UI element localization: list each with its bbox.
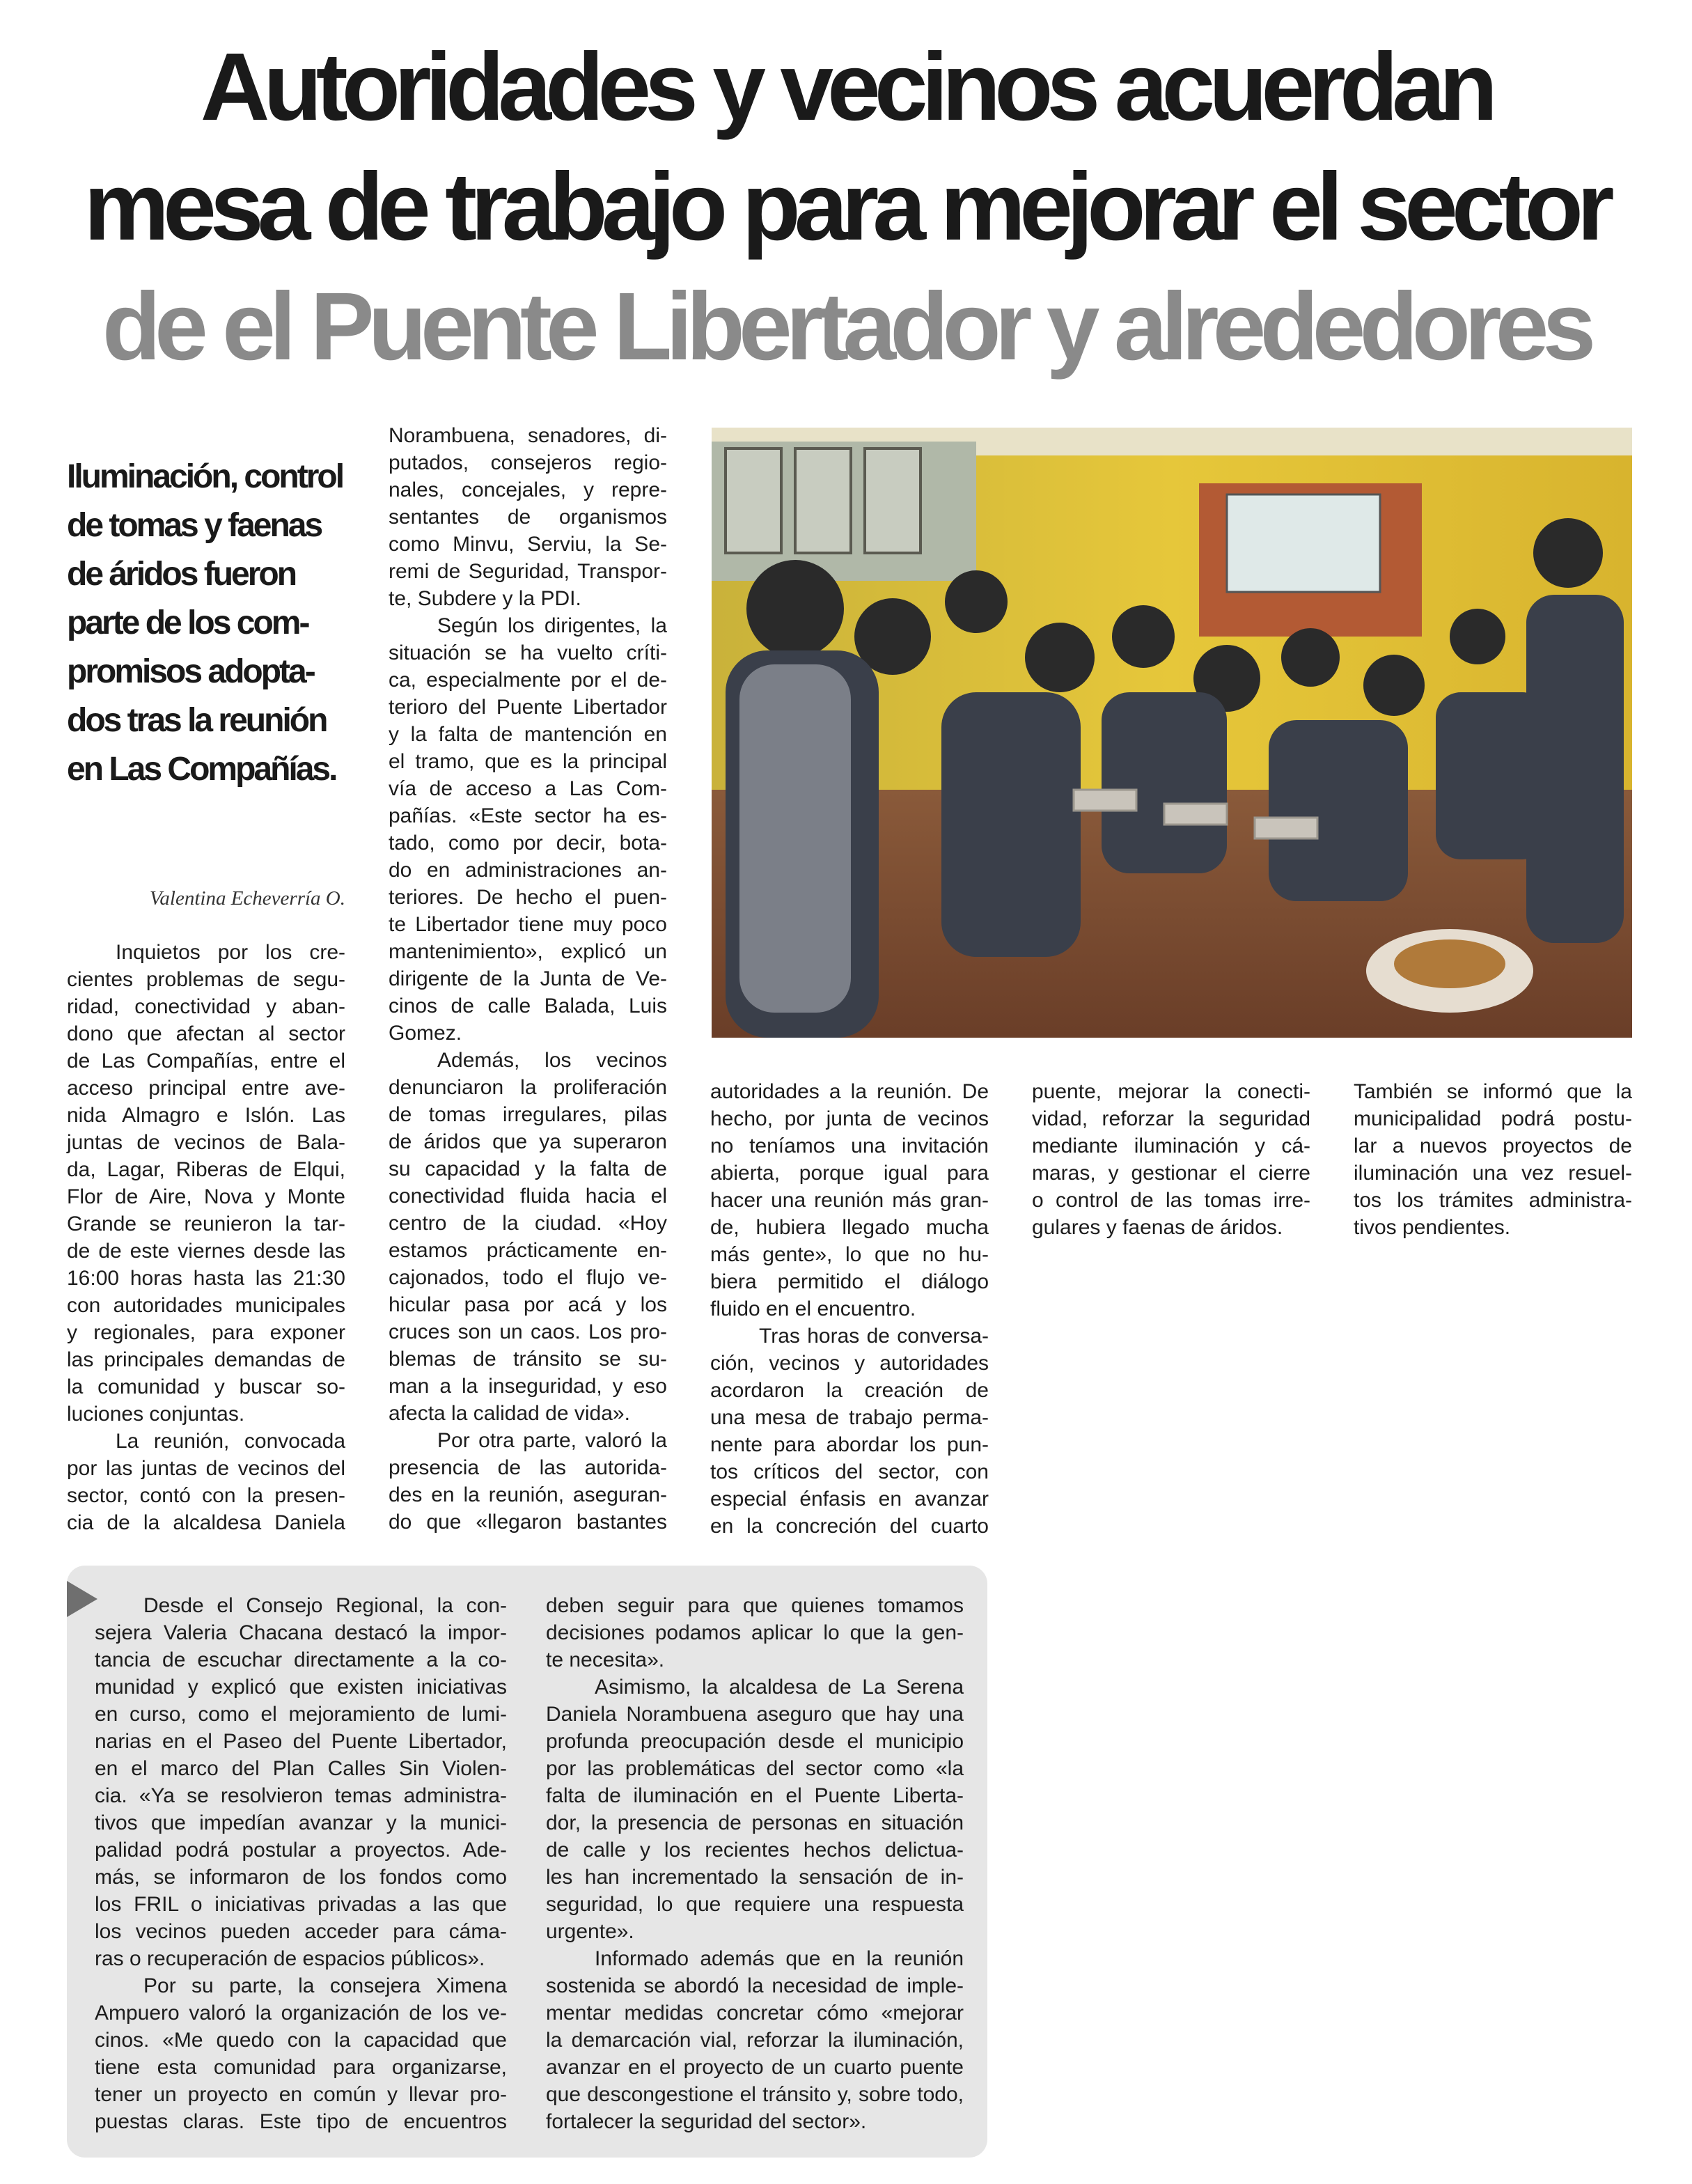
headline-line-3: de el Puente Libertador y alrededores [102,273,1590,380]
text-line: su capacidad y la falta de [389,1157,667,1180]
text-line: ca, especialmente por el de- [389,669,667,692]
text-line: tiene esta comunidad para organizarse, [95,2056,507,2079]
text-line: man a la inseguridad, y eso [389,1375,667,1398]
text-line: les han incrementado la sensación de in- [546,1866,964,1889]
text-line: ción, vecinos y autoridades [710,1352,989,1375]
text-line: y la falta de mantención en [389,723,667,746]
text-line: Asimismo, la alcaldesa de La Serena [595,1676,964,1699]
text-line: no teníamos una invitación [710,1134,989,1157]
byline: Valentina Echeverría O. [149,887,345,910]
text-line: acordaron la creación de [710,1379,989,1402]
text-line: puente, mejorar la conecti- [1032,1080,1310,1103]
text-line: nida Almagro e Islón. Las [67,1104,345,1127]
text-line: decisiones podamos aplicar lo que la gen- [546,1621,964,1644]
text-line: munidad y explicó que existen iniciativas [95,1676,507,1699]
text-line: presencia de las autorida- [389,1456,667,1479]
article-column-4 [1032,1078,1310,1241]
text-line: puestas claras. Este tipo de encuentros [95,2110,507,2133]
text-line: dirigente de la Junta de Ve- [389,967,667,990]
text-line: especial énfasis en avanzar [710,1488,989,1511]
box-column-1 [95,1592,507,2135]
text-line: do en administraciones an- [389,859,667,882]
text-line: situación se ha vuelto críti- [389,641,667,664]
text-line: de áridos que ya superaron [389,1130,667,1153]
text-line: que descongestione el tránsito y, sobre todo, [546,2083,964,2106]
headline-line-2: mesa de trabajo para mejorar el sector [84,153,1608,260]
text-line: ridad, conectividad y aban- [67,995,345,1018]
text-line: luciones conjuntas. [67,1403,245,1426]
text-line: de, hubiera llegado mucha [710,1216,989,1239]
text-line: dono que afectan al sector [67,1022,345,1045]
text-line: te necesita». [546,1648,665,1671]
text-line: mantenimiento», explicó un [389,940,667,963]
text-line: o control de las tomas irre- [1032,1189,1310,1212]
text-line: tado, como por decir, bota- [389,832,667,855]
meeting-photo-image [712,428,1632,1038]
text-line: lar a nuevos proyectos de [1354,1134,1632,1157]
text-line: vía de acceso a Las Com- [389,777,667,800]
text-line: Norambuena, senadores, di- [389,424,667,447]
text-line: cruces son un caos. Los pro- [389,1320,667,1343]
text-line: biera permitido el diálogo [710,1270,989,1293]
text-line: Flor de Aire, Nova y Monte [67,1185,345,1208]
text-line: de Las Compañías, entre el [67,1050,345,1072]
text-line: una mesa de trabajo perma- [710,1406,989,1429]
text-line: en el marco del Plan Calles Sin Violen- [95,1757,507,1780]
text-line: afecta la calidad de vida». [389,1402,630,1425]
text-line: sostenida se abordó la necesidad de imple- [546,1974,964,1997]
deck-line: promisos adopta- [67,653,314,690]
text-line: los vecinos pueden acceder para cáma- [95,1920,507,1943]
meeting-photo [712,428,1632,1038]
text-line: estamos prácticamente en- [389,1239,667,1262]
text-line: cientes problemas de segu- [67,968,345,991]
text-line: La reunión, convocada [116,1430,345,1453]
text-line: sector, contó con la presen- [67,1484,345,1507]
text-line: tancia de escuchar directamente a la co- [95,1648,507,1671]
text-line: te Libertador tiene muy poco [389,913,667,936]
text-line: ras o recuperación de espacios públicos». [95,1947,485,1970]
text-line: teriores. De hecho el puen- [389,886,667,909]
text-line: de tomas irregulares, pilas [389,1103,667,1126]
text-line: tivos que impedían avanzar y la munici- [95,1811,507,1834]
text-line: abierta, porque igual para [710,1162,989,1185]
text-line: putados, consejeros regio- [389,451,667,474]
text-line: denunciaron la proliferación [389,1076,667,1099]
text-line: También se informó que la [1354,1080,1632,1103]
text-line: Informado además que en la reunión [595,1947,964,1970]
text-line: sejera Valeria Chacana destacó la impor- [95,1621,507,1644]
text-line: cia de la alcaldesa Daniela [67,1511,345,1534]
text-line: Por su parte, la consejera Ximena [143,1974,507,1997]
text-line: falta de iluminación en el Puente Liberta- [546,1784,964,1807]
article-column-1 [67,939,345,1536]
text-line: en la concreción del cuarto [710,1515,989,1538]
text-line: fortalecer la seguridad del sector». [546,2110,867,2133]
deck-line: de tomas y faenas [67,507,322,544]
text-line: maras, y gestionar el cierre [1032,1162,1310,1185]
text-line: los FRIL o iniciativas privadas a las que [95,1893,507,1916]
text-line: cinos. «Me quedo con la capacidad que [95,2029,507,2052]
text-line: más gente», lo que no hu- [710,1243,989,1266]
text-line: por las problemáticas del sector como «la [546,1757,964,1780]
text-line: deben seguir para que quienes tomamos [546,1594,964,1617]
triangle-marker-icon [67,1581,97,1617]
text-line: narias en el Paseo del Puente Libertador, [95,1730,507,1753]
text-line: Por otra parte, valoró la [437,1429,667,1452]
text-line: blemas de tránsito se su- [389,1348,667,1371]
text-line: por las juntas de vecinos del [67,1457,345,1480]
text-line: profunda preocupación desde el municipio [546,1730,964,1753]
text-line: tos críticos del sector, con [710,1460,989,1483]
text-line: el tramo, que es la principal [389,750,667,773]
text-line: hecho, por junta de vecinos [710,1107,989,1130]
article-column-2 [389,422,667,1536]
text-line: cajonados, todo el flujo ve- [389,1266,667,1289]
text-line: más, se informaron de los fondos como [95,1866,507,1889]
text-line: Además, los vecinos [437,1049,667,1072]
deck [67,453,359,794]
text-line: con autoridades municipales [67,1294,345,1317]
headline-line-1: Autoridades y vecinos acuerdan [200,33,1492,141]
deck-line: parte de los com- [67,604,308,641]
text-line: dor, la presencia de personas en situación [546,1811,964,1834]
text-line: de calle y los recientes hechos delictua- [546,1839,964,1862]
text-line: la comunidad y buscar so- [67,1375,345,1398]
text-line: remi de Seguridad, Transpor- [389,560,667,583]
text-line: conectividad fluida hacia el [389,1185,667,1208]
text-line: hicular pasa por acá y los [389,1293,667,1316]
text-line: mediante iluminación y cá- [1032,1134,1310,1157]
deck-line: de áridos fueron [67,556,296,593]
text-line: Según los dirigentes, la [437,614,667,637]
text-line: tener un proyecto en común y llevar pro- [95,2083,507,2106]
text-line: pañías. «Este sector ha es- [389,804,667,827]
text-line: juntas de vecinos de Bala- [67,1131,345,1154]
text-line: mentar medidas concretar cómo «mejorar [546,2002,964,2025]
text-line: Tras horas de conversa- [759,1325,989,1348]
text-line: seguridad, lo que requiere una respuesta [546,1893,964,1916]
text-line: las principales demandas de [67,1348,345,1371]
article-column-5 [1354,1078,1632,1241]
text-line: como Minvu, Serviu, la Se- [389,533,667,556]
text-line: te, Subdere y la PDI. [389,587,581,610]
article-column-3 [710,1078,989,1540]
text-line: Ampuero valoró la organización de los ve- [95,2002,507,2025]
text-line: iluminación una vez resuel- [1354,1162,1632,1185]
deck-line: dos tras la reunión [67,702,327,739]
text-line: Grande se reunieron la tar- [67,1212,345,1235]
text-line: acceso principal entre ave- [67,1077,345,1100]
deck-line: Iluminación, control [67,458,343,495]
deck-line: en Las Compañías. [67,751,336,788]
text-line: terioro del Puente Libertador [389,696,667,719]
text-line: gulares y faenas de áridos. [1032,1216,1283,1239]
text-line: cia. «Ya se resolvieron temas administra- [95,1784,507,1807]
text-line: nales, concejales, y repre- [389,478,667,501]
text-line: Daniela Norambuena aseguro que hay una [546,1703,964,1726]
text-line: la demarcación vial, reforzar la iluminación, [546,2029,964,2052]
text-line: fluido en el encuentro. [710,1297,916,1320]
text-line: des en la reunión, aseguran- [389,1483,667,1506]
text-line: Inquietos por los cre- [116,941,345,964]
text-line: en curso, como el mejoramiento de lumi- [95,1703,507,1726]
text-line: vidad, reforzar la seguridad [1032,1107,1310,1130]
text-line: avanzar en el proyecto de un cuarto puente [546,2056,964,2079]
box-column-2 [546,1592,964,2135]
text-line: palidad podrá postular a proyectos. Ade- [95,1839,507,1862]
text-line: do que «llegaron bastantes [389,1511,667,1534]
text-line: nente para abordar los pun- [710,1433,989,1456]
text-line: Gomez. [389,1022,462,1045]
text-line: sentantes de organismos [389,506,667,529]
text-line: y regionales, para exponer [67,1321,345,1344]
text-line: tos los trámites administra- [1354,1189,1632,1212]
text-line: tivos pendientes. [1354,1216,1511,1239]
text-line: municipalidad podrá postu- [1354,1107,1632,1130]
text-line: centro de la ciudad. «Hoy [389,1212,667,1235]
text-line: hacer una reunión más gran- [710,1189,989,1212]
text-line: 16:00 horas hasta las 21:30 [67,1267,345,1290]
text-line: urgente». [546,1920,634,1943]
text-line: de de este viernes desde las [67,1240,345,1263]
text-line: da, Lagar, Riberas de Elqui, [67,1158,345,1181]
text-line: autoridades a la reunión. De [710,1080,989,1103]
text-line: Desde el Consejo Regional, la con- [143,1594,507,1617]
text-line: cinos de calle Balada, Luis [389,994,667,1017]
